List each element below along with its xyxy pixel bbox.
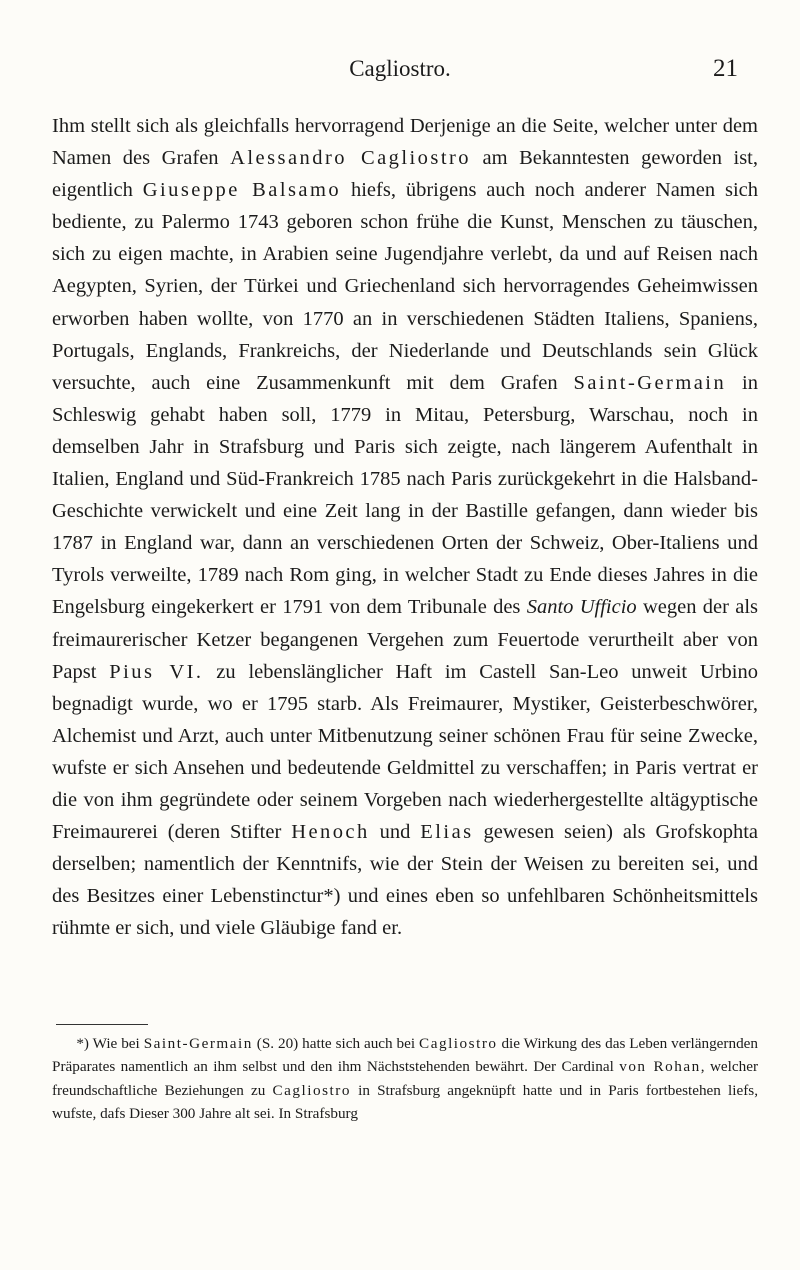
- running-head: [0, 54, 800, 84]
- footnote-divider: [56, 1024, 148, 1025]
- spaced-name: Pius VI.: [109, 660, 204, 683]
- text-run: in Schleswig gehabt haben soll, 1779 in Mitau, Petersburg, Warschau, noch in demselben Jahr in Strafsburg und Paris sich zeigte, nach längerem Aufenthalt in Italien, England und Süd-Frankreich 1785 nach Paris zurückgekehrt in die Halsband-Geschichte verwickelt und eine Zeit lang in der Bastille gefangen, dann wieder bis 1787 in England war, dann an verschiedenen Orten der Schweiz, Ober-Italiens und Tyrols verweilte, 1789 nach Rom ging, in welcher Stadt zu Ende dieses Jahres in die Engelsburg eingekerkert er 1791 von dem Tribunale des: [52, 371, 758, 619]
- running-head-title: Cagliostro.: [349, 56, 451, 81]
- text-run: zu lebenslänglicher Haft im Castell San-Leo unweit Urbino begnadigt wurde, wo er 1795 starb. Als Freimaurer, Mystiker, Geisterbeschwörer, Alchemist und Arzt, auch unter Mitbenutzung seiner schönen Frau für seine Zwecke, wufste er sich Ansehen und bedeutende Geldmittel zu verschaffen; in Paris vertrat er die von ihm gegründete oder seinem Vorgeben nach wiederhergestellte altägyptische Freimaurerei (deren Stifter: [52, 660, 758, 844]
- spaced-name: Saint-Germain: [573, 371, 727, 394]
- text-run: Ihm stellt sich als gleichfalls hervorragend Derjenige an die Seite, welcher unter dem Namen des Grafen: [52, 115, 758, 170]
- footnote: [52, 1032, 758, 1126]
- spaced-name: Giuseppe Balsamo: [142, 179, 342, 202]
- text-run: *) Wie bei: [76, 1035, 144, 1052]
- spaced-name: Elias: [420, 821, 474, 844]
- text-run: am Bekanntesten geworden ist, eigentlich: [52, 147, 758, 202]
- spaced-name: von Rohan: [619, 1058, 701, 1076]
- text-run: , welcher freundschaftliche Beziehungen zu: [52, 1058, 759, 1099]
- body-text: [52, 110, 758, 944]
- text-run: und: [369, 821, 421, 844]
- page-number: 21: [713, 55, 738, 82]
- text-run: hiefs, übrigens auch noch anderer Namen sich bediente, zu Palermo 1743 geboren schon frühe die Kunst, Menschen zu täuschen, sich zu eigen machte, in Arabien seine Jugendjahre verlebt, da und auf Reisen nach Aegypten, Syrien, der Türkei und Griechenland sich hervorragendes Geheimwissen erworben haben wollte, von 1770 an in verschiedenen Städten Italiens, Spaniens, Portugals, Englands, Frankreichs, der Niederlande und Deutschlands sein Glück versuchte, auch eine Zusammenkunft mit dem Grafen: [52, 179, 758, 394]
- spaced-name: Henoch: [291, 821, 370, 844]
- text-run: gewesen seien) als Grofskophta derselben; namentlich der Kenntnifs, wie der Stein der Weisen zu bereiten sei, und des Besitzes einer Lebenstinctur*) und eines eben so unfehlbaren Schönheitsmittels rühmte er sich, und viele Gläubige fand er.: [52, 821, 758, 940]
- spaced-name: Saint-Germain: [143, 1035, 253, 1052]
- spaced-name: Cagliostro: [419, 1035, 498, 1052]
- italic-term: Santo Ufficio: [526, 596, 637, 619]
- text-run: die Wirkung des das Leben verlängernden Präparates namentlich an ihm selbst und den ihm Nächststehenden bewährt. Der Cardinal: [52, 1035, 758, 1076]
- text-run: (S. 20) hatte sich auch bei: [252, 1035, 420, 1052]
- spaced-name: Cagliostro: [272, 1081, 351, 1099]
- spaced-name: Alessandro Cagliostro: [230, 147, 471, 170]
- text-run: wegen der als freimaurerischer Ketzer begangenen Vergehen zum Feuertode verurtheilt aber von Papst: [52, 596, 758, 683]
- paragraph: [52, 110, 758, 944]
- footnote-paragraph: [52, 1032, 758, 1126]
- text-run: in Strafsburg angeknüpft hatte und in Paris fortbestehen liefs, wufste, dafs Dieser 300 Jahre alt sei. In Strafsburg: [52, 1081, 758, 1123]
